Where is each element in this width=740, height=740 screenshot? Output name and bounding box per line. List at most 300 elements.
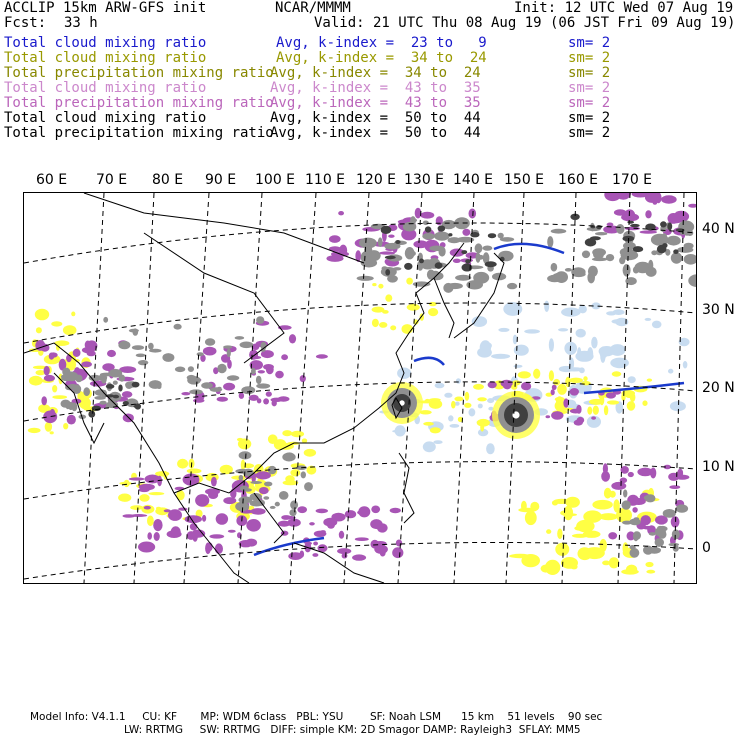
light-cloud-patch [433,440,442,444]
purple-precip-patch [138,542,155,553]
legend-field: Total cloud mixing ratio [4,110,207,126]
light-cloud-patch [610,358,629,369]
light-cloud-patch [480,340,491,354]
yellow-cloud-patch [518,371,531,378]
dark-cloud-patch [485,261,497,267]
purple-precip-patch [574,420,583,426]
purple-precip-patch [339,531,344,539]
yellow-cloud-patch [45,422,52,432]
gray-cloud-patch [217,387,221,390]
purple-precip-patch [202,515,206,522]
latitude-label: 40 N [702,221,735,237]
dark-cloud-patch [590,236,601,240]
light-cloud-patch [549,338,554,351]
gray-cloud-patch [62,368,70,376]
gray-cloud-patch [251,368,256,374]
purple-precip-patch [281,354,288,360]
legend-field: Total cloud mixing ratio [4,50,207,66]
center-label: NCAR/MMMM [275,0,351,16]
light-cloud-patch [612,319,627,324]
yellow-cloud-patch [626,565,637,574]
light-cloud-patch [652,321,662,329]
gray-cloud-patch [582,251,590,259]
yellow-cloud-patch [592,500,612,510]
purple-precip-patch [153,519,162,531]
purple-precip-patch [239,393,244,399]
gray-cloud-patch [378,237,383,247]
light-cloud-patch [565,367,583,371]
yellow-cloud-patch [525,511,537,525]
yellow-cloud-patch [372,319,379,327]
purple-precip-patch [147,532,152,540]
yellow-cloud-patch [549,370,554,381]
gray-cloud-patch [666,236,680,246]
purple-precip-patch [130,514,147,517]
longitude-label: 150 E [504,172,545,188]
purple-precip-patch [191,531,199,537]
longitude-label: 90 E [205,172,237,188]
yellow-cloud-patch [407,304,420,311]
gray-cloud-patch [241,386,255,394]
gray-cloud-patch [188,366,194,372]
purple-precip-patch [203,347,217,356]
purple-precip-patch [289,334,296,343]
light-cloud-patch [423,441,436,452]
purple-precip-patch [551,389,555,395]
yellow-cloud-patch [587,407,592,415]
dark-cloud-patch [465,259,471,263]
gray-cloud-patch [239,475,244,481]
dark-cloud-patch [673,249,678,254]
legend-field: Total cloud mixing ratio [4,80,207,96]
longitude-label: 70 E [96,172,128,188]
light-cloud-patch [628,376,636,383]
yellow-cloud-patch [557,529,562,540]
blue-streak [254,538,324,555]
legend-sm: sm= 2 [568,50,611,66]
gray-cloud-patch [132,345,144,350]
purple-precip-patch [345,510,356,518]
legend-avg: Avg, k-index = 50 to 44 [270,125,481,141]
purple-precip-patch [300,551,305,558]
dark-cloud-patch [627,221,634,224]
gray-cloud-patch [387,275,398,283]
purple-precip-patch [178,508,187,511]
purple-precip-patch [591,416,596,419]
purple-precip-patch [370,519,382,529]
purple-precip-patch [608,532,617,539]
light-cloud-patch [524,329,540,333]
yellow-cloud-patch [604,405,608,415]
purple-precip-patch [144,506,151,510]
border-north [84,193,364,263]
light-cloud-patch [487,398,494,403]
yellow-cloud-patch [378,284,383,289]
yellow-cloud-patch [63,325,77,335]
yellow-cloud-patch [647,379,652,382]
purple-precip-patch [313,542,318,546]
yellow-cloud-patch [533,369,540,379]
dark-cloud-patch [404,263,412,270]
light-cloud-patch [513,335,517,345]
gray-cloud-patch [422,233,435,240]
gray-cloud-patch [447,283,463,289]
yellow-cloud-patch [477,397,487,401]
gray-cloud-patch [684,254,696,265]
yellow-cloud-patch [569,378,583,383]
yellow-cloud-patch [52,395,67,399]
light-cloud-patch [558,328,568,331]
purple-precip-patch [641,515,651,525]
purple-precip-patch [501,380,513,387]
yellow-cloud-patch [28,428,41,433]
purple-precip-patch [671,516,680,527]
gray-cloud-patch [619,257,625,265]
yellow-cloud-patch [612,371,622,376]
gray-cloud-patch [205,338,215,345]
purple-precip-patch [228,530,236,533]
dark-cloud-patch [106,384,115,389]
purple-precip-patch [122,391,133,398]
purple-precip-patch [281,515,291,520]
yellow-cloud-patch [553,379,560,386]
yellow-cloud-patch [177,459,188,469]
gray-cloud-patch [551,229,567,234]
gray-cloud-patch [256,316,264,324]
purple-precip-patch [258,370,265,373]
gray-cloud-patch [547,236,553,248]
light-cloud-patch [456,378,461,384]
dark-cloud-patch [667,223,672,231]
valid-time: Valid: 21 UTC Thu 08 Aug 19 (06 JST Fri 09 Aug 19) [314,15,736,31]
purple-precip-patch [312,553,318,557]
gray-cloud-patch [270,506,276,509]
longitude-label: 160 E [558,172,599,188]
gray-cloud-patch [477,255,485,260]
dark-cloud-patch [395,240,400,244]
purple-precip-patch [209,534,224,538]
legend-sm: sm= 2 [568,80,611,96]
dark-cloud-patch [123,401,129,405]
light-cloud-patch [668,369,673,374]
gray-cloud-patch [227,349,231,358]
yellow-cloud-patch [52,385,57,392]
yellow-cloud-patch [552,500,558,505]
purple-precip-patch [570,409,581,414]
longitude-label: 140 E [453,172,494,188]
dark-cloud-patch [435,262,443,269]
gray-cloud-patch [651,250,657,255]
gray-cloud-patch [244,488,252,491]
latitude-label: 20 N [702,380,735,396]
dark-cloud-patch [385,256,396,260]
gray-cloud-patch [284,452,295,461]
purple-precip-patch [67,415,76,425]
latitude-label: 10 N [702,459,735,475]
light-cloud-patch [600,349,605,363]
legend-avg: Avg, k-index = 50 to 44 [270,110,481,126]
legend-avg: Avg, k-index = 43 to 35 [270,95,481,111]
dark-cloud-patch [381,226,392,234]
dark-cloud-patch [461,250,467,254]
map-canvas [24,193,696,583]
gray-cloud-patch [439,246,446,256]
yellow-cloud-patch [187,469,202,474]
light-cloud-patch [645,318,652,321]
purple-precip-patch [650,468,656,479]
yellow-cloud-patch [304,449,316,457]
purple-precip-patch [41,396,47,405]
purple-precip-patch [49,352,58,357]
light-cloud-patch [395,425,406,436]
gray-cloud-patch [301,471,306,478]
gray-cloud-patch [240,342,254,349]
purple-precip-patch [43,411,57,424]
yellow-cloud-patch [454,397,463,402]
gray-cloud-patch [290,500,298,509]
gray-cloud-patch [547,275,562,283]
gray-cloud-patch [616,224,624,234]
purple-precip-patch [305,542,312,545]
gray-cloud-patch [261,342,267,351]
gray-cloud-patch [138,360,148,365]
light-cloud-patch [606,311,616,315]
purple-precip-patch [251,508,266,515]
light-cloud-patch [444,393,452,398]
gray-cloud-patch [357,276,374,281]
latitude-label: 30 N [702,302,735,318]
yellow-cloud-patch [35,309,49,321]
purple-precip-patch [297,506,307,513]
purple-precip-patch [469,209,477,219]
yellow-cloud-patch [555,543,569,556]
gray-cloud-patch [606,254,614,261]
gray-cloud-patch [217,364,226,373]
longitude-label: 120 E [356,172,397,188]
yellow-cloud-patch [607,400,619,404]
gray-cloud-patch [423,221,429,226]
purple-precip-patch [628,472,634,477]
light-cloud-patch [469,408,476,416]
purple-precip-patch [211,477,217,487]
gray-cloud-patch [162,353,174,362]
gray-cloud-patch [455,275,471,281]
gray-cloud-patch [653,548,661,552]
legend-avg: Avg, k-index = 34 to 24 [270,65,481,81]
purple-precip-patch [195,494,209,507]
gray-cloud-patch [133,328,139,335]
longitude-label: 130 E [404,172,445,188]
gray-cloud-patch [671,252,682,263]
purple-precip-patch [129,477,145,480]
legend-sm: sm= 2 [568,35,611,51]
light-cloud-patch [472,316,487,327]
light-cloud-patch [670,401,686,411]
yellow-cloud-patch [546,529,551,534]
longitude-label: 60 E [36,172,68,188]
yellow-cloud-patch [604,488,612,499]
yellow-cloud-patch [645,562,653,567]
purple-precip-patch [216,513,228,525]
yellow-cloud-patch [430,427,441,433]
purple-precip-patch [669,485,680,489]
yellow-cloud-patch [557,384,567,395]
gray-cloud-patch [475,243,483,253]
purple-precip-patch [44,366,50,376]
yellow-cloud-patch [627,401,636,411]
legend-sm: sm= 2 [568,95,611,111]
gray-cloud-patch [643,546,653,555]
purple-precip-patch [688,204,696,208]
gray-cloud-patch [149,380,162,389]
legend-field: Total cloud mixing ratio [4,35,207,51]
yellow-cloud-patch [518,508,536,513]
blue-streak [414,358,444,365]
longitude-label: 110 E [305,172,346,188]
purple-precip-patch [392,547,403,558]
yellow-cloud-patch [51,321,62,326]
purple-precip-patch [521,382,531,390]
gray-cloud-patch [149,349,162,353]
purple-precip-patch [388,235,394,238]
yellow-cloud-patch [124,480,130,487]
forecast-map [23,192,697,584]
gray-cloud-patch [633,531,641,540]
model-info-line2: LW: RRTMG SW: RRTMG DIFF: simple KM: 2D Smagor DAMP: Rayleigh3 SFLAY: MM5 [124,724,581,736]
gray-cloud-patch [503,252,513,256]
purple-precip-patch [278,396,290,401]
purple-precip-patch [275,371,284,379]
gray-cloud-patch [103,317,108,323]
gray-cloud-patch [118,341,130,349]
yellow-cloud-patch [451,401,456,409]
purple-precip-patch [145,475,161,484]
yellow-cloud-patch [372,307,385,313]
yellow-cloud-patch [584,547,604,559]
yellow-cloud-patch [71,312,75,317]
light-cloud-patch [591,337,597,349]
dark-cloud-patch [662,243,667,248]
legend-field: Total precipitation mixing ratio [4,125,274,141]
dark-cloud-patch [132,382,140,388]
legend-field: Total precipitation mixing ratio [4,65,274,81]
light-cloud-patch [478,404,483,409]
purple-precip-patch [668,473,679,481]
purple-precip-patch [223,383,235,391]
gray-cloud-patch [100,401,107,405]
purple-precip-patch [246,519,261,532]
purple-precip-patch [107,350,116,357]
purple-precip-patch [420,212,434,219]
gray-cloud-patch [223,345,232,348]
yellow-cloud-patch [521,554,540,567]
purple-precip-patch [266,391,272,396]
purple-precip-patch [413,240,428,248]
yellow-cloud-patch [118,494,131,502]
gray-cloud-patch [197,352,204,356]
purple-precip-patch [300,375,306,382]
fcst-value: 33 h [64,15,98,31]
yellow-cloud-patch [29,376,43,386]
yellow-cloud-patch [63,423,68,429]
gray-cloud-patch [175,367,185,373]
gray-cloud-patch [507,283,517,289]
gray-cloud-patch [227,375,239,380]
gray-cloud-patch [250,481,262,484]
yellow-cloud-patch [149,492,165,495]
purple-precip-patch [316,354,328,358]
yellow-cloud-patch [291,431,304,437]
yellow-cloud-patch [402,324,413,334]
gray-cloud-patch [622,500,631,509]
gray-cloud-patch [587,272,595,284]
purple-precip-patch [640,230,657,233]
legend-avg: Avg, k-index = 34 to 24 [276,50,487,66]
gray-cloud-patch [633,266,639,273]
purple-precip-patch [215,543,223,554]
gray-cloud-patch [83,387,90,396]
longitude-label: 80 E [152,172,184,188]
purple-precip-patch [331,513,345,522]
yellow-cloud-patch [642,400,647,406]
gray-cloud-patch [264,482,272,487]
legend-avg: Avg, k-index = 23 to 9 [276,35,487,51]
yellow-cloud-patch [302,438,307,443]
purple-precip-patch [614,482,626,489]
light-cloud-patch [544,301,549,312]
purple-precip-patch [316,509,328,514]
purple-precip-patch [205,543,211,555]
purple-precip-patch [263,398,269,404]
light-cloud-patch [498,328,509,332]
yellow-cloud-patch [36,327,42,333]
purple-precip-patch [453,259,461,263]
yellow-cloud-patch [583,376,587,381]
yellow-cloud-patch [473,384,484,390]
light-cloud-patch [575,351,593,362]
model-info-line1: Model Info: V4.1.1 CU: KF MP: WDM 6class PBL: YSU SF: Noah LSM 15 km 51 levels 90 sec [30,711,603,723]
light-cloud-patch [576,329,586,338]
light-cloud-patch [491,354,510,359]
gray-cloud-patch [239,451,252,459]
gray-cloud-patch [279,491,289,500]
purple-precip-patch [546,415,551,418]
yellow-cloud-patch [285,475,295,482]
gray-cloud-patch [113,381,118,385]
yellow-cloud-patch [379,322,387,328]
yellow-cloud-patch [290,469,300,476]
gray-cloud-patch [304,482,313,491]
purple-precip-patch [632,507,637,513]
gray-cloud-patch [498,233,504,239]
gray-cloud-patch [201,382,213,388]
purple-precip-patch [249,395,259,401]
light-cloud-patch [561,308,581,317]
gray-cloud-patch [256,376,262,384]
purple-precip-patch [44,375,55,382]
gray-cloud-patch [473,272,489,284]
yellow-cloud-patch [385,294,392,301]
purple-precip-patch [259,487,269,494]
gray-cloud-patch [593,249,604,259]
purple-precip-patch [272,400,277,407]
purple-precip-patch [551,411,563,420]
purple-precip-patch [227,360,232,369]
gray-cloud-patch [148,343,154,350]
init-time: Init: 12 UTC Wed 07 Aug 19 [514,0,734,16]
yellow-cloud-patch [630,393,636,402]
yellow-cloud-patch [545,560,560,575]
